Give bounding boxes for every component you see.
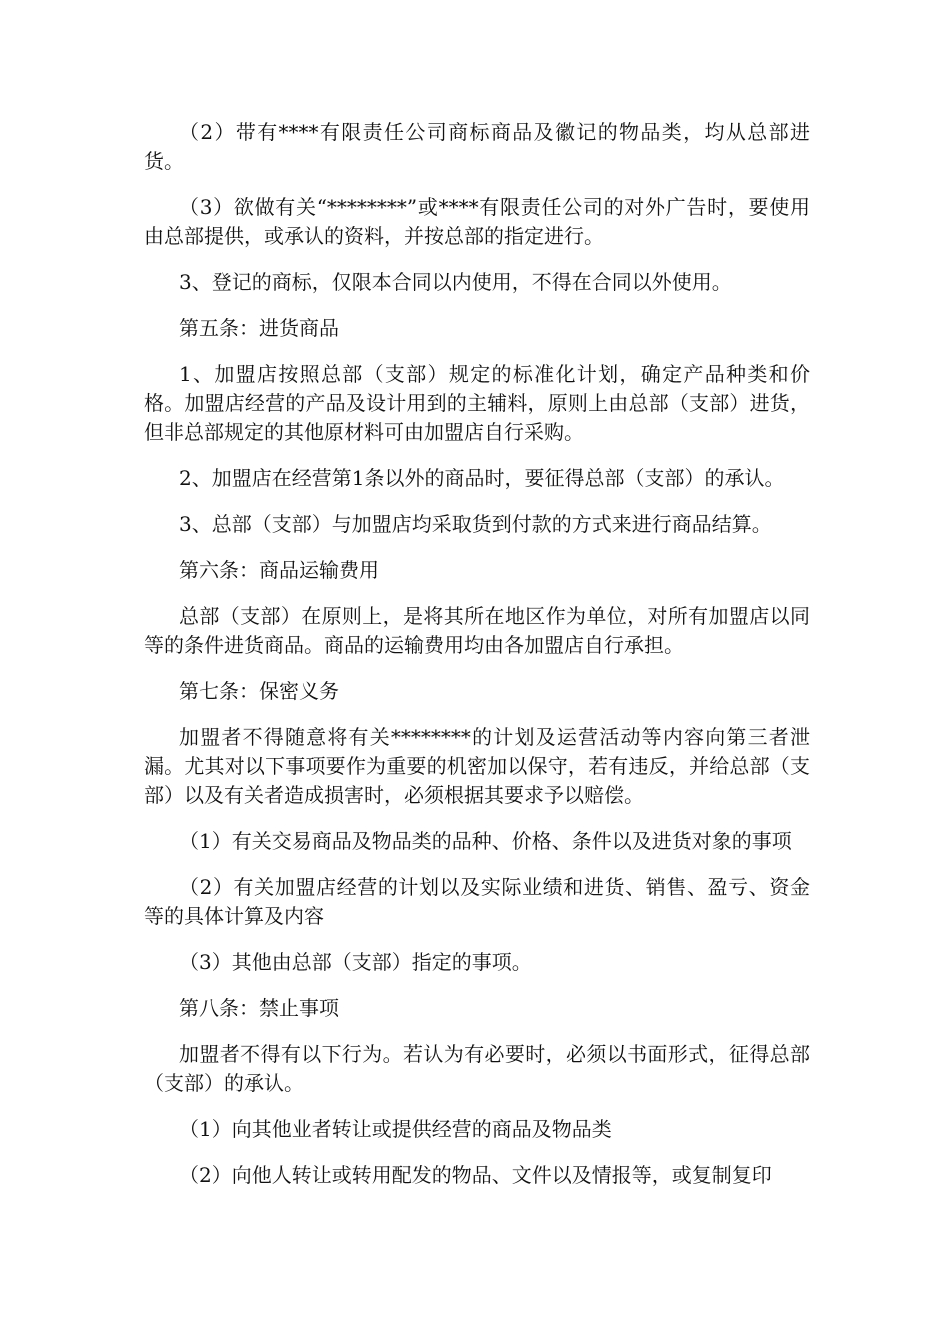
paragraph-article-5-item-1: 1、加盟店按照总部（支部）规定的标准化计划，确定产品种类和价格。加盟店经营的产品及设计用到的主辅料，原则上由总部（支部）进货，但非总部规定的其他原材料可由加盟店自行采购。 xyxy=(144,362,810,444)
heading-article-6: 第六条：商品运输费用 xyxy=(179,558,379,582)
paragraph-article-7-item-1: （1）有关交易商品及物品类的品种、价格、条件以及进货对象的事项 xyxy=(179,829,792,853)
paragraph-article-7-item-3: （3）其他由总部（支部）指定的事项。 xyxy=(179,950,532,974)
paragraph-article-5-item-3: 3、总部（支部）与加盟店均采取货到付款的方式来进行商品结算。 xyxy=(179,512,772,536)
paragraph-clause-2-trademark-goods: （2）带有****有限责任公司商标商品及徽记的物品类，均从总部进货。 xyxy=(144,120,810,173)
paragraph-article-6-body: 总部（支部）在原则上，是将其所在地区作为单位，对所有加盟店以同等的条件进货商品。商品的运输费用均由各加盟店自行承担。 xyxy=(144,604,810,657)
paragraph-article-8-item-2: （2）向他人转让或转用配发的物品、文件以及情报等，或复制复印 xyxy=(179,1163,772,1187)
paragraph-trademark-usage: 3、登记的商标，仅限本合同以内使用，不得在合同以外使用。 xyxy=(179,270,732,294)
paragraph-article-7-item-2: （2）有关加盟店经营的计划以及实际业绩和进货、销售、盈亏、资金等的具体计算及内容 xyxy=(144,875,810,928)
heading-article-5: 第五条：进货商品 xyxy=(179,316,339,340)
paragraph-article-8-item-1: （1）向其他业者转让或提供经营的商品及物品类 xyxy=(179,1117,612,1141)
heading-article-7: 第七条：保密义务 xyxy=(179,679,339,703)
paragraph-clause-3-advertising: （3）欲做有关“********”或****有限责任公司的对外广告时，要使用由总部提供，或承认的资料，并按总部的指定进行。 xyxy=(144,195,810,248)
paragraph-article-8-body: 加盟者不得有以下行为。若认为有必要时，必须以书面形式，征得总部（支部）的承认。 xyxy=(144,1042,810,1095)
document-body xyxy=(144,118,810,1207)
heading-article-8: 第八条：禁止事项 xyxy=(179,996,339,1020)
paragraph-article-7-body: 加盟者不得随意将有关********的计划及运营活动等内容向第三者泄漏。尤其对以下事项要作为重要的机密加以保守，若有违反，并给总部（支部）以及有关者造成损害时，必须根据其要求予以赔偿。 xyxy=(144,725,810,807)
paragraph-article-5-item-2: 2、加盟店在经营第1条以外的商品时，要征得总部（支部）的承认。 xyxy=(179,466,785,490)
